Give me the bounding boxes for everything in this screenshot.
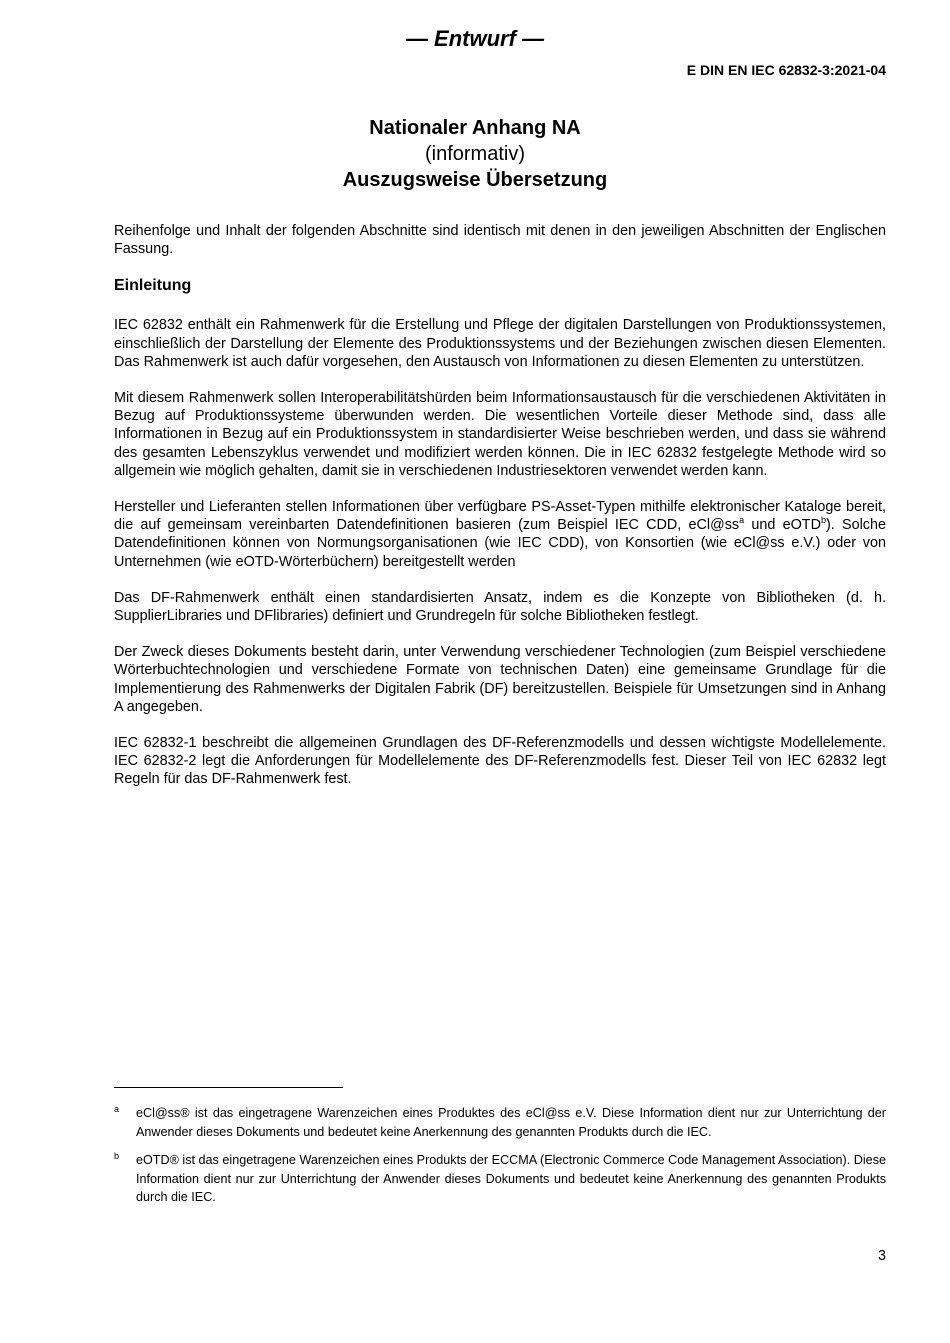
paragraph-2: Mit diesem Rahmenwerk sollen Interoperabilitätshürden beim Informationsaustausch für die verschiedenen Aktivitäten in Bezug auf Produktionssysteme überwunden werden. Die wesentlichen Vorteile dieser Methode sind, dass alle Informationen in Bezug auf ein Produktionssystem in standardisierter Weise beschrieben werden, und dass sie während des gesamten Lebenszyklus verwendet und modifiziert werden können. Die in IEC 62832 festgelegte Methode wird so allgemein wie möglich gehalten, damit sie in verschiedenen Industriesektoren verwendet werden kann. [114, 390, 886, 479]
annex-title: Nationaler Anhang NA [369, 117, 581, 139]
annex-status: (informativ) [424, 143, 525, 165]
annex-subtitle: Auszugsweise Übersetzung [342, 169, 608, 191]
paragraph-3 [114, 498, 886, 571]
footnote-text: eOTD® ist das eingetragene Warenzeichen eines Produkts der ECCMA (Electronic Commerce Code Management Association). Diese Information dient nur zur Unterrichtung der Anwender dieses Dokuments und bedeutet keine Anerkennung des genannten Produkts durch die IEC. [136, 1153, 886, 1204]
annex-heading [0, 115, 950, 193]
footnote-ref-a[interactable]: a [739, 515, 745, 526]
footnote-mark: a [114, 1104, 120, 1114]
section-heading-einleitung: Einleitung [114, 277, 192, 295]
footnotes [114, 1104, 886, 1217]
footnote-text: eCl@ss® ist das eingetragene Warenzeichen eines Produktes des eCl@ss e.V. Diese Information dient nur zur Unterrichtung der Anwender dieses Dokuments und bedeutet keine Anerkennung des genannten Produkts durch die IEC. [136, 1106, 886, 1139]
paragraph-4: Das DF-Rahmenwerk enthält einen standardisierten Ansatz, indem es die Konzepte von Bibliotheken (d. h. SupplierLibraries und DFlibraries) definiert und Grundregeln für solche Bibliotheken festlegt. [114, 589, 886, 625]
document-body [114, 222, 886, 807]
paragraph-5: Der Zweck dieses Dokuments besteht darin, unter Verwendung verschiedener Technologien (zum Beispiel verschiedene Wörterbuchtechnologien und verschiedene Formate von technischen Daten) eine gemeinsame Grundlage für die Implementierung des Rahmenwerks der Digitalen Fabrik (DF) bereitzustellen. Beispiele für Umsetzungen sind in Anhang A angegeben. [114, 644, 886, 715]
footnote-b [114, 1151, 886, 1207]
intro-paragraph: Reihenfolge und Inhalt der folgenden Abschnitte sind identisch mit denen in den jeweiligen Abschnitten der Englischen Fassung. [114, 223, 886, 258]
paragraph-3-part-2: und eOTD [744, 517, 821, 534]
paragraph-6: IEC 62832-1 beschreibt die allgemeinen Grundlagen des DF-Referenzmodells und dessen wichtigste Modellelemente. IEC 62832-2 legt die Anforderungen für Modellelemente des DF-Referenzmodells fest. Dieser Teil von IEC 62832 legt Regeln für das DF-Rahmenwerk fest. [114, 735, 886, 788]
paragraph-3-part-1: Hersteller und Lieferanten stellen Informationen über verfügbare PS-Asset-Typen mithilfe elektronischer Kataloge bereit, die auf gemeinsam vereinbarten Datendefinitionen basieren (zum Beispiel IEC CDD, eCl@ss [114, 499, 886, 534]
document-identifier: E DIN EN IEC 62832-3:2021-04 [686, 62, 886, 78]
page-number: 3 [877, 1248, 886, 1264]
footnote-mark: b [114, 1151, 120, 1161]
footnote-a [114, 1104, 886, 1141]
footnote-ref-b[interactable]: b [820, 515, 826, 526]
paragraph-1: IEC 62832 enthält ein Rahmenwerk für die Erstellung und Pflege der digitalen Darstellungen von Produktionssystemen, einschließlich der Darstellung der Elemente des Produktionssystems und der Beziehungen zwischen diesen Elementen. Das Rahmenwerk ist auch dafür vorgesehen, den Austausch von Informationen zu diesen Elementen zu unterstützen. [114, 317, 886, 370]
draft-watermark-label: — Entwurf — [405, 26, 545, 51]
footnote-divider [114, 1087, 343, 1088]
paragraph-3-part-3: ). Solche Datendefinitionen können von Normungsorganisationen (wie IEC CDD), von Konsortien (wie eCl@ss e.V.) oder von Unternehmen (wie eOTD-Wörterbüchern) bereitgestellt werden [114, 517, 886, 570]
